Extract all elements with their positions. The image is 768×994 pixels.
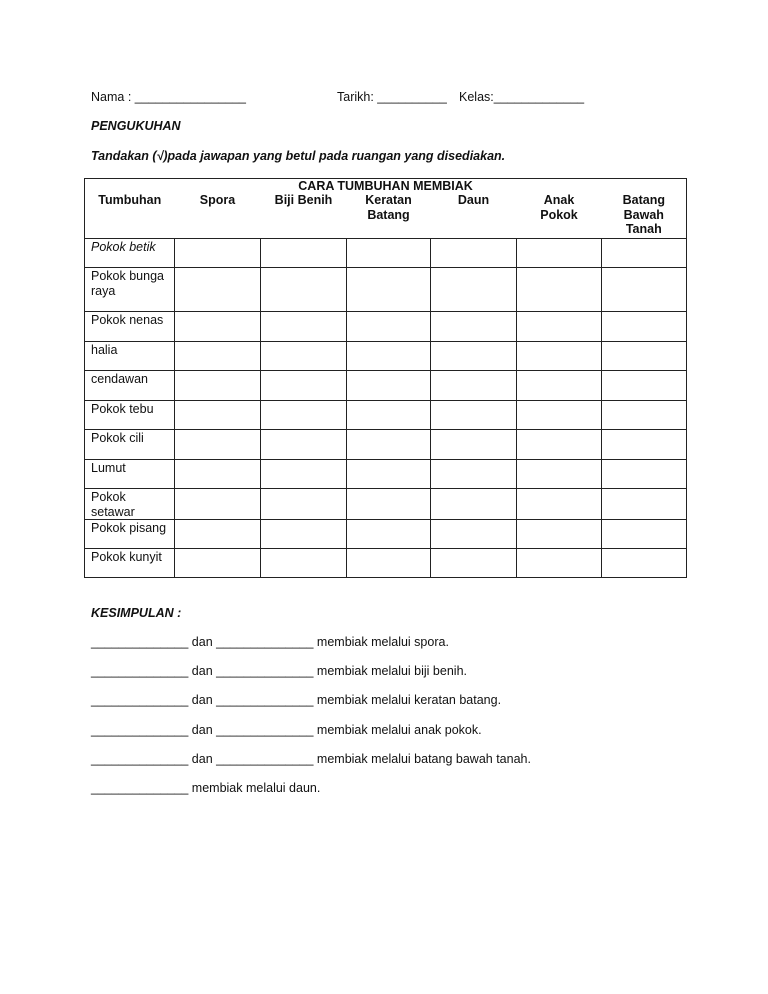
col-header-anak-pokok: Anak Pokok <box>517 193 602 239</box>
col-header-biji-benih: Biji Benih <box>261 193 347 239</box>
table-cell[interactable] <box>347 520 431 549</box>
table-cell[interactable] <box>175 239 261 268</box>
row-label: Pokok betik <box>85 239 175 268</box>
table-cell[interactable] <box>517 549 602 578</box>
table-cell[interactable] <box>347 268 431 312</box>
instruction: Tandakan (√)pada jawapan yang betul pada ruangan yang disediakan. <box>91 149 506 163</box>
table-cell[interactable] <box>347 401 431 430</box>
row-label: Pokok tebu <box>85 401 175 430</box>
table-cell[interactable] <box>175 430 261 460</box>
table-cell[interactable] <box>261 489 347 520</box>
table-title: CARA TUMBUHAN MEMBIAK <box>85 179 687 194</box>
table-cell[interactable] <box>517 239 602 268</box>
table-cell[interactable] <box>175 342 261 371</box>
table-cell[interactable] <box>517 342 602 371</box>
table-cell[interactable] <box>175 520 261 549</box>
table-cell[interactable] <box>175 268 261 312</box>
row-label: halia <box>85 342 175 371</box>
table-cell[interactable] <box>261 342 347 371</box>
table-cell[interactable] <box>261 430 347 460</box>
table-cell[interactable] <box>347 489 431 520</box>
conclusion-line[interactable]: ______________ dan ______________ membiak melalui batang bawah tanah. <box>91 752 531 766</box>
table-cell[interactable] <box>347 460 431 489</box>
table-cell[interactable] <box>431 239 517 268</box>
conclusion-line[interactable]: ______________ membiak melalui daun. <box>91 781 321 795</box>
col-header-batang-bawah-tanah: Batang Bawah Tanah <box>602 193 687 239</box>
table-cell[interactable] <box>517 489 602 520</box>
table-cell[interactable] <box>602 430 687 460</box>
table-cell[interactable] <box>431 460 517 489</box>
table-cell[interactable] <box>175 460 261 489</box>
row-label: Pokok setawar <box>85 489 175 520</box>
table-cell[interactable] <box>261 520 347 549</box>
table-cell[interactable] <box>517 401 602 430</box>
table-cell[interactable] <box>175 549 261 578</box>
table-cell[interactable] <box>602 268 687 312</box>
table-cell[interactable] <box>517 268 602 312</box>
table-cell[interactable] <box>517 460 602 489</box>
class-field[interactable]: Kelas:_____________ <box>459 90 585 104</box>
table-cell[interactable] <box>261 401 347 430</box>
col-header-keratan-batang: Keratan Batang <box>347 193 431 239</box>
table-cell[interactable] <box>517 371 602 401</box>
name-field[interactable]: Nama : ________________ <box>91 90 246 104</box>
date-field[interactable]: Tarikh: __________ <box>337 90 447 104</box>
table-cell[interactable] <box>431 520 517 549</box>
reproduction-table <box>84 178 687 578</box>
table-cell[interactable] <box>261 549 347 578</box>
row-label: Pokok nenas <box>85 312 175 342</box>
row-label: Pokok kunyit <box>85 549 175 578</box>
row-label: cendawan <box>85 371 175 401</box>
table-cell[interactable] <box>431 342 517 371</box>
table-cell[interactable] <box>517 430 602 460</box>
table-cell[interactable] <box>602 371 687 401</box>
table-cell[interactable] <box>261 268 347 312</box>
conclusion-line[interactable]: ______________ dan ______________ membiak melalui anak pokok. <box>91 723 482 737</box>
table-cell[interactable] <box>175 489 261 520</box>
table-cell[interactable] <box>347 549 431 578</box>
table-cell[interactable] <box>602 239 687 268</box>
table-cell[interactable] <box>347 371 431 401</box>
table-cell[interactable] <box>431 549 517 578</box>
table-cell[interactable] <box>517 312 602 342</box>
col-header-tumbuhan: Tumbuhan <box>85 193 175 239</box>
row-label: Pokok bunga raya <box>85 268 175 312</box>
table-cell[interactable] <box>347 312 431 342</box>
table-cell[interactable] <box>261 460 347 489</box>
table-cell[interactable] <box>347 342 431 371</box>
conclusion-line[interactable]: ______________ dan ______________ membiak melalui keratan batang. <box>91 693 502 707</box>
conclusion-line[interactable]: ______________ dan ______________ membiak melalui biji benih. <box>91 664 467 678</box>
table-cell[interactable] <box>602 489 687 520</box>
table-cell[interactable] <box>261 239 347 268</box>
table-cell[interactable] <box>261 371 347 401</box>
table-cell[interactable] <box>431 401 517 430</box>
row-label: Pokok pisang <box>85 520 175 549</box>
table-cell[interactable] <box>431 268 517 312</box>
table-cell[interactable] <box>431 430 517 460</box>
table-cell[interactable] <box>431 312 517 342</box>
table-cell[interactable] <box>347 239 431 268</box>
col-header-daun: Daun <box>431 193 517 239</box>
table-cell[interactable] <box>175 371 261 401</box>
row-label: Lumut <box>85 460 175 489</box>
row-label: Pokok cili <box>85 430 175 460</box>
table-cell[interactable] <box>431 489 517 520</box>
table-cell[interactable] <box>602 401 687 430</box>
table-cell[interactable] <box>431 371 517 401</box>
conclusion-line[interactable]: ______________ dan ______________ membiak melalui spora. <box>91 635 449 649</box>
table-cell[interactable] <box>602 342 687 371</box>
table-cell[interactable] <box>602 549 687 578</box>
table-cell[interactable] <box>347 430 431 460</box>
table-cell[interactable] <box>175 312 261 342</box>
table-cell[interactable] <box>517 520 602 549</box>
conclusion-title: KESIMPULAN : <box>91 606 182 620</box>
table-cell[interactable] <box>602 520 687 549</box>
table-cell[interactable] <box>261 312 347 342</box>
table-cell[interactable] <box>175 401 261 430</box>
col-header-spora: Spora <box>175 193 261 239</box>
table-cell[interactable] <box>602 312 687 342</box>
section-title: PENGUKUHAN <box>91 119 181 133</box>
table-cell[interactable] <box>602 460 687 489</box>
